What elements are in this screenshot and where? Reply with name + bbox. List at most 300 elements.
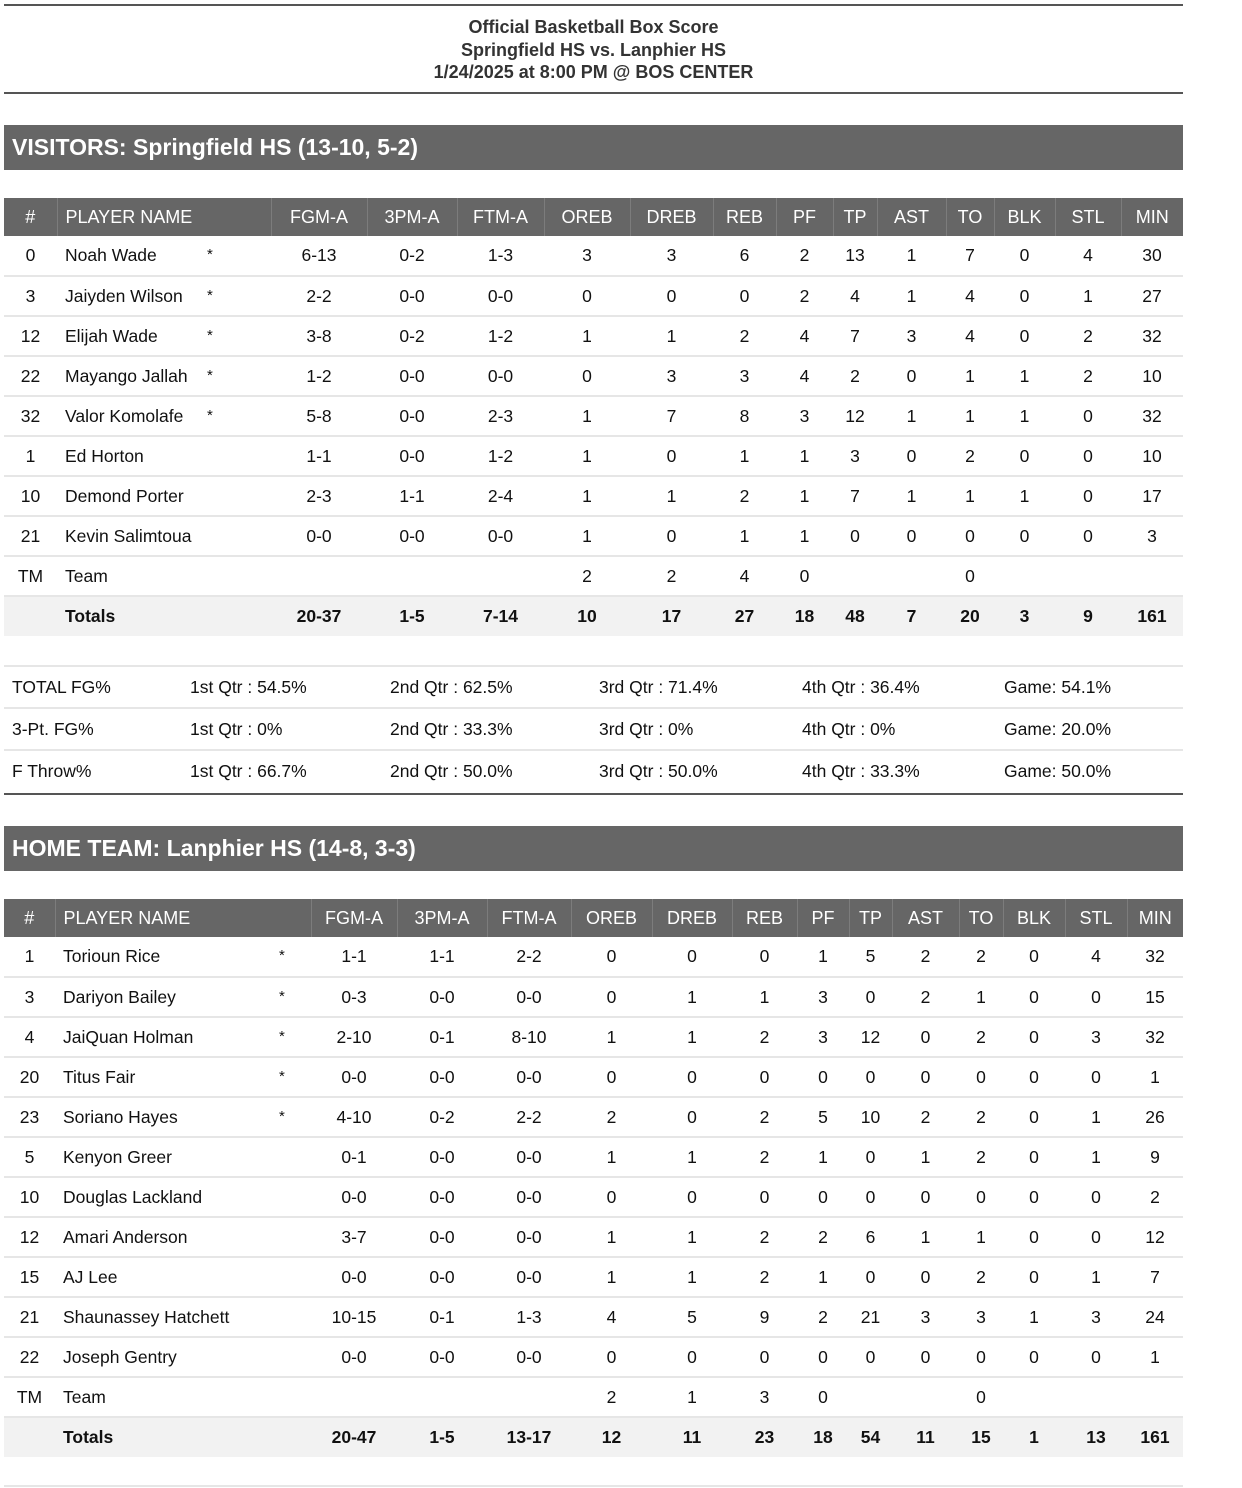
stat-cell: 0 (994, 436, 1055, 476)
stat-cell: 3 (797, 1017, 849, 1057)
column-header: TP (849, 899, 892, 937)
player-row (4, 276, 1183, 316)
stat-cell: 0-0 (367, 516, 457, 556)
stat-cell: 0 (571, 1337, 652, 1377)
percentage-row (4, 708, 1183, 750)
stat-cell: 3 (892, 1297, 959, 1337)
stat-cell: 4 (776, 356, 833, 396)
column-header: TO (946, 198, 994, 236)
visitors-box-table (4, 198, 1183, 636)
column-header: PLAYER NAME (57, 198, 271, 236)
stat-cell: 0 (630, 436, 713, 476)
stat-cell: 2 (1127, 1177, 1183, 1217)
stat-cell: 3 (4, 276, 57, 316)
player-row (4, 556, 1183, 596)
stat-cell: 2 (544, 556, 630, 596)
totals-cell: 161 (1121, 596, 1183, 636)
stat-cell: 0-2 (367, 316, 457, 356)
stat-cell: 1 (994, 396, 1055, 436)
stat-cell: 0-0 (397, 1337, 487, 1377)
box-score-header (4, 16, 1183, 84)
percentage-value: 4th Qtr : 36.4% (794, 666, 996, 708)
percentage-value: 1st Qtr : 0% (182, 708, 382, 750)
stat-cell: 2 (959, 1017, 1003, 1057)
stat-cell: 1 (652, 977, 732, 1017)
column-header: DREB (630, 198, 713, 236)
stat-cell: 2-3 (457, 396, 544, 436)
stat-cell: 1-3 (487, 1297, 571, 1337)
starter-marker (279, 1217, 311, 1257)
starter-marker (207, 476, 271, 516)
player-row (4, 977, 1183, 1017)
stat-cell: 32 (1121, 316, 1183, 356)
player-row (4, 236, 1183, 276)
stat-cell: 2 (732, 1017, 797, 1057)
stat-cell: 0 (652, 937, 732, 977)
stat-cell: 21 (4, 1297, 55, 1337)
matchup-line: Springfield HS vs. Lanphier HS (460, 39, 727, 60)
starter-marker: * (279, 977, 311, 1017)
stat-cell: 2 (946, 436, 994, 476)
stat-cell: 1 (652, 1137, 732, 1177)
stat-cell: 15 (4, 1257, 55, 1297)
percentage-value: 3rd Qtr : 71.4% (591, 666, 794, 708)
stat-cell: 0 (1055, 476, 1121, 516)
stat-cell: 4 (1055, 236, 1121, 276)
player-name: Kevin Salimtoua (57, 516, 207, 556)
stat-cell: 0 (571, 977, 652, 1017)
stat-cell: 13 (833, 236, 877, 276)
totals-cell (207, 596, 271, 636)
totals-cell: 48 (833, 596, 877, 636)
stat-cell: 0-2 (367, 236, 457, 276)
player-row (4, 516, 1183, 556)
stat-cell: 21 (4, 516, 57, 556)
stat-cell: 0 (652, 1057, 732, 1097)
stat-cell: 1 (630, 316, 713, 356)
totals-cell: 9 (1055, 596, 1121, 636)
stat-cell: 0-1 (311, 1137, 397, 1177)
stat-cell: 1 (892, 1137, 959, 1177)
stat-cell: 3 (544, 236, 630, 276)
player-name: Team (55, 1377, 279, 1417)
column-header: REB (713, 198, 776, 236)
stat-cell: 32 (1127, 937, 1183, 977)
stat-cell: 0 (994, 316, 1055, 356)
stat-cell: 1 (571, 1017, 652, 1057)
stat-cell (1065, 1377, 1127, 1417)
totals-cell: 15 (959, 1417, 1003, 1457)
totals-cell: 161 (1127, 1417, 1183, 1457)
player-row (4, 1017, 1183, 1057)
stat-cell: 0 (849, 1137, 892, 1177)
player-row (4, 1097, 1183, 1137)
stat-cell: 24 (1127, 1297, 1183, 1337)
stat-cell: 1 (959, 977, 1003, 1017)
stat-cell: 1-1 (311, 937, 397, 977)
stat-cell: 0-0 (397, 977, 487, 1017)
percentage-value: 3rd Qtr : 0% (591, 708, 794, 750)
stat-cell: 1-2 (457, 316, 544, 356)
column-header: TP (833, 198, 877, 236)
player-name: Jaiyden Wilson (57, 276, 207, 316)
stat-cell: 3 (1065, 1017, 1127, 1057)
totals-cell: 18 (797, 1417, 849, 1457)
column-header: AST (892, 899, 959, 937)
starter-marker (207, 436, 271, 476)
stat-cell: 0 (1055, 396, 1121, 436)
stat-cell: 0 (797, 1337, 849, 1377)
stat-cell: 2 (959, 1097, 1003, 1137)
stat-cell: 0 (994, 236, 1055, 276)
stat-cell: 3 (833, 436, 877, 476)
stat-cell: 0 (877, 436, 946, 476)
player-name: Mayango Jallah (57, 356, 207, 396)
stat-cell: 1 (1065, 1137, 1127, 1177)
stat-cell: 0 (1003, 937, 1065, 977)
percentage-value: 4th Qtr : 33.3% (794, 750, 996, 791)
stat-cell: 4 (1065, 937, 1127, 977)
stat-cell: 8-10 (487, 1017, 571, 1057)
stat-cell: 1 (544, 436, 630, 476)
stat-cell: 0-3 (311, 977, 397, 1017)
stat-cell: 3 (797, 977, 849, 1017)
stat-cell: 0 (1003, 1257, 1065, 1297)
stat-cell: 1 (1127, 1057, 1183, 1097)
stat-cell: 10 (1121, 356, 1183, 396)
stat-cell: 1 (652, 1017, 732, 1057)
stat-cell: 1-2 (457, 436, 544, 476)
stat-cell: 1 (4, 937, 55, 977)
player-row (4, 1217, 1183, 1257)
stat-cell: 0 (1003, 1017, 1065, 1057)
stat-cell: 0-0 (397, 1057, 487, 1097)
totals-cell: 12 (571, 1417, 652, 1457)
bottom-rule (4, 1485, 1183, 1487)
stat-cell: 3 (1121, 516, 1183, 556)
stat-cell: 26 (1127, 1097, 1183, 1137)
stat-cell: 5 (797, 1097, 849, 1137)
stat-cell: TM (4, 1377, 55, 1417)
stat-cell: 22 (4, 1337, 55, 1377)
column-header: STL (1065, 899, 1127, 937)
stat-cell: 0 (994, 516, 1055, 556)
stat-cell: 1-1 (271, 436, 367, 476)
totals-cell: 27 (713, 596, 776, 636)
stat-cell (1055, 556, 1121, 596)
totals-cell: 1-5 (397, 1417, 487, 1457)
stat-cell: 4 (946, 316, 994, 356)
stat-cell: 7 (833, 316, 877, 356)
stat-cell: 0 (630, 276, 713, 316)
totals-cell: 1-5 (367, 596, 457, 636)
stat-cell: 7 (630, 396, 713, 436)
stat-cell: 1 (994, 356, 1055, 396)
stat-cell: 23 (4, 1097, 55, 1137)
stat-cell: TM (4, 556, 57, 596)
starter-marker (279, 1377, 311, 1417)
stat-cell: 4 (4, 1017, 55, 1057)
stat-cell: 0 (849, 1337, 892, 1377)
column-header: 3PM-A (367, 198, 457, 236)
percentage-value: Game: 20.0% (996, 708, 1183, 750)
percentages-rule (4, 793, 1183, 795)
stat-cell: 1 (1065, 1097, 1127, 1137)
player-name: Elijah Wade (57, 316, 207, 356)
stat-cell: 0 (797, 1377, 849, 1417)
stat-cell: 0 (571, 1057, 652, 1097)
totals-cell: 7-14 (457, 596, 544, 636)
stat-cell: 8 (713, 396, 776, 436)
stat-cell: 0-0 (487, 1137, 571, 1177)
totals-cell: 20-37 (271, 596, 367, 636)
percentage-label: 3-Pt. FG% (4, 708, 182, 750)
stat-cell: 0 (1003, 977, 1065, 1017)
starter-marker: * (207, 396, 271, 436)
stat-cell: 2-2 (487, 1097, 571, 1137)
percentage-value: 3rd Qtr : 50.0% (591, 750, 794, 791)
player-row (4, 1257, 1183, 1297)
stat-cell: 3 (877, 316, 946, 356)
stat-cell: 0 (877, 356, 946, 396)
column-header: FTM-A (487, 899, 571, 937)
column-header: MIN (1127, 899, 1183, 937)
stat-cell: 7 (833, 476, 877, 516)
stat-cell (367, 556, 457, 596)
stat-cell: 30 (1121, 236, 1183, 276)
stat-cell: 1 (544, 316, 630, 356)
totals-cell (4, 596, 57, 636)
stat-cell: 22 (4, 356, 57, 396)
starter-marker (207, 556, 271, 596)
totals-cell (279, 1417, 311, 1457)
stat-cell: 3 (776, 396, 833, 436)
stat-cell: 1 (877, 476, 946, 516)
stat-cell: 0 (959, 1377, 1003, 1417)
stat-cell: 1-1 (397, 937, 487, 977)
stat-cell: 1 (732, 977, 797, 1017)
player-name: AJ Lee (55, 1257, 279, 1297)
stat-cell: 3-8 (271, 316, 367, 356)
stat-cell: 1 (877, 236, 946, 276)
percentage-value: Game: 54.1% (996, 666, 1183, 708)
stat-cell: 1 (797, 1257, 849, 1297)
stat-cell: 2 (1055, 356, 1121, 396)
column-header: DREB (652, 899, 732, 937)
stat-cell: 0-0 (457, 276, 544, 316)
stat-cell: 6 (713, 236, 776, 276)
stat-cell: 0 (877, 516, 946, 556)
percentage-value: 2nd Qtr : 62.5% (382, 666, 591, 708)
totals-cell: 11 (652, 1417, 732, 1457)
stat-cell (487, 1377, 571, 1417)
visitors-team-bar: VISITORS: Springfield HS (13-10, 5-2) (4, 125, 1183, 170)
stat-cell: 0-0 (311, 1257, 397, 1297)
column-header: FTM-A (457, 198, 544, 236)
player-name: Titus Fair (55, 1057, 279, 1097)
stat-cell: 2 (776, 236, 833, 276)
stat-cell: 2-2 (271, 276, 367, 316)
stat-cell: 5 (849, 937, 892, 977)
starter-marker (207, 516, 271, 556)
column-header: BLK (994, 198, 1055, 236)
stat-cell: 2-10 (311, 1017, 397, 1057)
stat-cell: 17 (1121, 476, 1183, 516)
stat-cell: 0 (892, 1337, 959, 1377)
column-header: 3PM-A (397, 899, 487, 937)
stat-cell: 0-0 (487, 1177, 571, 1217)
stat-cell (877, 556, 946, 596)
totals-cell: 18 (776, 596, 833, 636)
stat-cell: 0 (1003, 1337, 1065, 1377)
stat-cell: 3-7 (311, 1217, 397, 1257)
starter-marker (279, 1297, 311, 1337)
stat-cell: 2-3 (271, 476, 367, 516)
stat-cell: 0 (776, 556, 833, 596)
player-row (4, 1337, 1183, 1377)
stat-cell: 0-0 (487, 977, 571, 1017)
stat-cell: 0-0 (367, 436, 457, 476)
stat-cell: 0 (571, 937, 652, 977)
stat-cell: 4 (833, 276, 877, 316)
column-header: FGM-A (311, 899, 397, 937)
stat-cell: 20 (4, 1057, 55, 1097)
stat-cell: 1 (713, 516, 776, 556)
stat-cell: 0-0 (487, 1057, 571, 1097)
stat-cell: 0 (833, 516, 877, 556)
player-name: JaiQuan Holman (55, 1017, 279, 1057)
stat-cell: 1 (544, 476, 630, 516)
player-name: Amari Anderson (55, 1217, 279, 1257)
stat-cell: 1 (776, 476, 833, 516)
column-header: PLAYER NAME (55, 899, 311, 937)
stat-cell: 0-0 (311, 1177, 397, 1217)
player-row (4, 1137, 1183, 1177)
box-score-title: Official Basketball Box Score (468, 17, 719, 37)
player-name: Dariyon Bailey (55, 977, 279, 1017)
visitors-header-row (4, 198, 1183, 236)
stat-cell: 2 (892, 1097, 959, 1137)
stat-cell: 4 (571, 1297, 652, 1337)
stat-cell: 0 (652, 1097, 732, 1137)
stat-cell: 2 (959, 937, 1003, 977)
stat-cell: 1 (877, 396, 946, 436)
stat-cell: 0 (652, 1337, 732, 1377)
stat-cell: 0 (946, 516, 994, 556)
stat-cell: 6-13 (271, 236, 367, 276)
stat-cell: 2 (571, 1097, 652, 1137)
stat-cell: 2 (630, 556, 713, 596)
stat-cell: 0 (892, 1017, 959, 1057)
totals-cell: 54 (849, 1417, 892, 1457)
stat-cell: 1 (571, 1217, 652, 1257)
stat-cell (1121, 556, 1183, 596)
stat-cell: 0 (849, 1057, 892, 1097)
starter-marker (279, 1337, 311, 1377)
stat-cell: 7 (1127, 1257, 1183, 1297)
stat-cell (833, 556, 877, 596)
stat-cell: 0-0 (367, 396, 457, 436)
stat-cell: 6 (849, 1217, 892, 1257)
stat-cell: 5 (4, 1137, 55, 1177)
percentage-value: 4th Qtr : 0% (794, 708, 996, 750)
stat-cell: 1 (544, 396, 630, 436)
stat-cell (849, 1377, 892, 1417)
stat-cell: 0 (544, 276, 630, 316)
stat-cell: 1 (544, 516, 630, 556)
stat-cell: 10-15 (311, 1297, 397, 1337)
stat-cell: 0 (849, 1177, 892, 1217)
stat-cell: 1 (652, 1217, 732, 1257)
column-header: PF (776, 198, 833, 236)
player-row (4, 1057, 1183, 1097)
player-name: Team (57, 556, 207, 596)
stat-cell: 0-0 (311, 1337, 397, 1377)
stat-cell: 0 (1065, 1057, 1127, 1097)
stat-cell: 0-0 (457, 356, 544, 396)
top-rule (4, 4, 1183, 6)
stat-cell: 0 (1003, 1217, 1065, 1257)
stat-cell: 2 (959, 1137, 1003, 1177)
totals-cell: 3 (994, 596, 1055, 636)
stat-cell (892, 1377, 959, 1417)
stat-cell (1003, 1377, 1065, 1417)
stat-cell: 0 (732, 1177, 797, 1217)
player-name: Kenyon Greer (55, 1137, 279, 1177)
totals-cell: 1 (1003, 1417, 1065, 1457)
stat-cell: 0 (4, 236, 57, 276)
stat-cell: 2 (833, 356, 877, 396)
stat-cell: 1 (713, 436, 776, 476)
player-row (4, 1377, 1183, 1417)
stat-cell: 27 (1121, 276, 1183, 316)
stat-cell: 0-0 (397, 1137, 487, 1177)
stat-cell: 2 (797, 1217, 849, 1257)
percentage-label: TOTAL FG% (4, 666, 182, 708)
stat-cell: 0-0 (457, 516, 544, 556)
stat-cell: 0-0 (271, 516, 367, 556)
column-header: MIN (1121, 198, 1183, 236)
stat-cell: 3 (4, 977, 55, 1017)
stat-cell: 7 (946, 236, 994, 276)
column-header: FGM-A (271, 198, 367, 236)
stat-cell: 2-4 (457, 476, 544, 516)
stat-cell: 0 (652, 1177, 732, 1217)
stat-cell: 0 (994, 276, 1055, 316)
home-header-row (4, 899, 1183, 937)
stat-cell: 0 (797, 1057, 849, 1097)
starter-marker (279, 1257, 311, 1297)
stat-cell: 0-0 (487, 1217, 571, 1257)
stat-cell: 3 (630, 236, 713, 276)
totals-cell: 20-47 (311, 1417, 397, 1457)
totals-cell: 20 (946, 596, 994, 636)
stat-cell: 21 (849, 1297, 892, 1337)
stat-cell: 1 (1127, 1337, 1183, 1377)
stat-cell: 4 (946, 276, 994, 316)
stat-cell: 0-0 (367, 356, 457, 396)
stat-cell: 32 (4, 396, 57, 436)
stat-cell: 1 (652, 1257, 732, 1297)
stat-cell: 1 (776, 516, 833, 556)
stat-cell: 1 (1003, 1297, 1065, 1337)
stat-cell: 1 (946, 356, 994, 396)
stat-cell (397, 1377, 487, 1417)
stat-cell: 12 (1127, 1217, 1183, 1257)
stat-cell: 4 (713, 556, 776, 596)
stat-cell: 0 (849, 977, 892, 1017)
stat-cell: 0 (892, 1177, 959, 1217)
